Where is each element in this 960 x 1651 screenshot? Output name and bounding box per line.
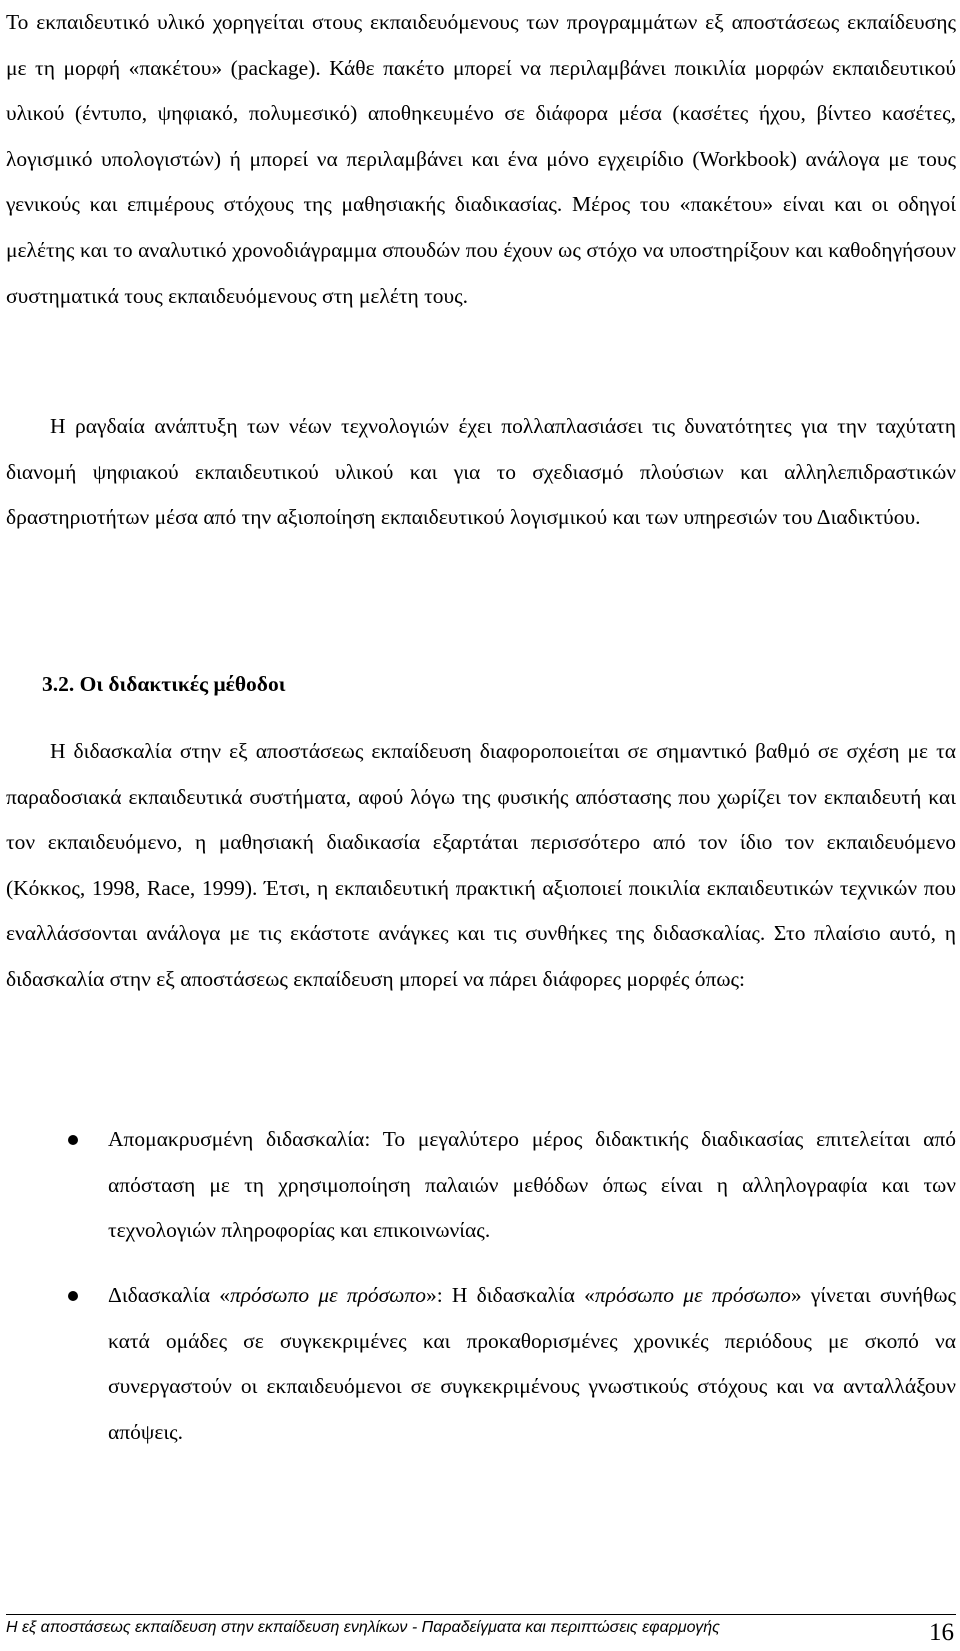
bullet-dot-icon xyxy=(68,1135,78,1145)
bullet-list-item xyxy=(6,1273,956,1455)
footer-divider xyxy=(6,1614,956,1615)
bullet-text-remote-teaching: Απομακρυσμένη διδασκαλία: Το μεγαλύτερο μέρος διδακτικής διαδικασίας επιτελείται από απόσταση με τη χρησιμοποίηση παλαιών μεθόδων όπως είναι η αλληλογραφία και των τεχνολογιών πληροφορίας και επικοινωνίας. xyxy=(108,1127,956,1243)
paragraph-new-technologies: Η ραγδαία ανάπτυξη των νέων τεχνολογιών έχει πολλαπλασιάσει τις δυνατότητες για την ταχύτατη διανομή ψηφιακού εκπαιδευτικού υλικού και για το σχεδιασμό πλούσιων και αλληλεπιδραστικών δραστηριοτήτων μέσα από την αξιοποίηση εκπαιδευτικού λογισμικού και των υπηρεσιών του Διαδικτύου. xyxy=(6,414,956,530)
bullet-emphasis: πρόσωπο με πρόσωπο xyxy=(594,1283,791,1307)
bullet-emphasis: πρόσωπο με πρόσωπο xyxy=(229,1283,426,1307)
list-item xyxy=(6,1273,956,1455)
section-heading: 3.2. Οι διδακτικές μέθοδοι xyxy=(42,672,286,696)
bullet-list-item xyxy=(6,1117,956,1254)
paragraph-package-material: Το εκπαιδευτικό υλικό χορηγείται στους εκπαιδευόμενους των προγραμμάτων εξ αποστάσεως εκπαίδευσης με τη μορφή «πακέτου» (package). Κάθε πακέτο μπορεί να περιλαμβάνει ποικιλία μορφών εκπαιδευτικού υλικού (έντυπο, ψηφιακό, πολυμεσικό) αποθηκευμένο σε διάφορα μέσα (κασέτες ήχου, βίντεο κασέτες, λογισμικό υπολογιστών) ή μπορεί να περιλαμβάνει και ένα μόνο εγχειρίδιο (Workbook) ανάλογα με τους γενικούς και επιμέρους στόχους της μαθησιακής διαδικασίας. Μέρος του «πακέτου» είναι και οι οδηγοί μελέτης και το αναλυτικό χρονοδιάγραμμα σπουδών που έχουν ως στόχο να υποστηρίξουν και καθοδηγήσουν συστηματικά τους εκπαιδευόμενους στη μελέτη τους. xyxy=(6,10,956,308)
bullet-text-part: » γίνεται συνήθως κατά ομάδες σε συγκεκριμένες και προκαθορισμένες χρονικές περιόδους με σκοπό να συνεργαστούν οι εκπαιδευόμενοι σε συγκεκριμένους γνωστικούς στόχους και να ανταλλάξουν απόψεις. xyxy=(108,1283,956,1444)
list-item xyxy=(6,1117,956,1254)
bullet-text-face-to-face xyxy=(108,1273,956,1455)
paragraph-teaching-methods: Η διδασκαλία στην εξ αποστάσεως εκπαίδευση διαφοροποιείται σε σημαντικό βαθμό σε σχέση με τα παραδοσιακά εκπαιδευτικά συστήματα, αφού λόγω της φυσικής απόστασης που χωρίζει τον εκπαιδευτή και τον εκπαιδευόμενο, η μαθησιακή διαδικασία εξαρτάται περισσότερο από τον ίδιο τον εκπαιδευόμενο (Κόκκος, 1998, Race, 1999). Έτσι, η εκπαιδευτική πρακτική αξιοποιεί ποικιλία εκπαιδευτικών τεχνικών που εναλλάσσονται ανάλογα με τις εκάστοτε ανάγκες και τις συνθήκες της διδασκαλίας. Στο πλαίσιο αυτό, η διδασκαλία στην εξ αποστάσεως εκπαίδευση μπορεί να πάρει διάφορες μορφές όπως: xyxy=(6,739,956,991)
footer-title: Η εξ αποστάσεως εκπαίδευση στην εκπαίδευση ενηλίκων - Παραδείγματα και περιπτώσεις εφαρμογής xyxy=(6,1619,720,1636)
bullet-dot-icon xyxy=(68,1291,78,1301)
page-number: 16 xyxy=(929,1619,954,1646)
bullet-text-part: Διδασκαλία « xyxy=(108,1283,230,1307)
bullet-text-part: »: Η διδασκαλία « xyxy=(425,1283,595,1307)
